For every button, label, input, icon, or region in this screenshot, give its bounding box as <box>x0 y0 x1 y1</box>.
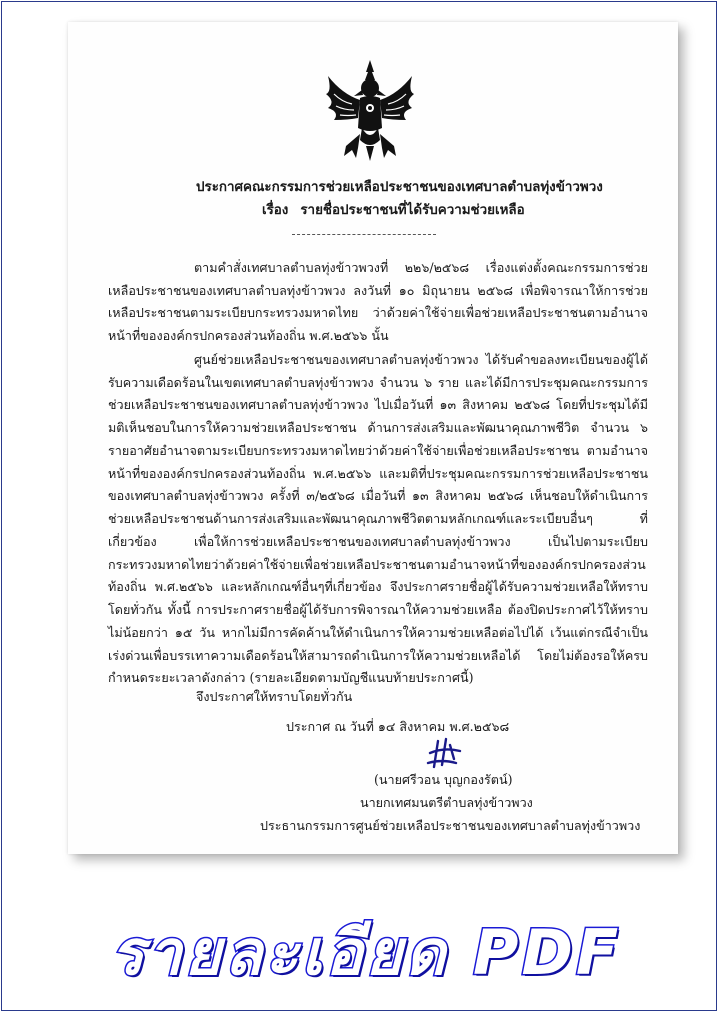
paragraph-text: ศูนย์ช่วยเหลือประชาชนของเทศบาลตำบลทุ่งข้าวพวง ได้รับคำขอลงทะเบียนของผู้ได้รับความเดือดร้อนในเขตเทศบาลตำบลทุ่งข้าวพวง จำนวน ๖ ราย และได้มีการประชุมคณะกรรมการช่วยเหลือประชาชนของเทศบาลตำบลทุ่งข้าวพวง ไปเมื่อวันที่ ๑๓ สิงหาคม ๒๕๖๘ โดยที่ประชุมได้มีมติเห็นชอบในการให้ความช่วยเหลือประชาชน ด้านการส่งเสริมและพัฒนาคุณภาพชีวิต จำนวน ๖ รายอาศัยอำนาจตามระเบียบกระทรวงมหาดไทยว่าด้วยค่าใช้จ่ายเพื่อช่วยเหลือประชาชน ตามอำนาจหน้าที่ขององค์กรปกครองส่วนท้องถิ่น พ.ศ.๒๕๖๖ และมติที่ประชุมคณะกรรมการช่วยเหลือประชาชนของเทศบาลตำบลทุ่งข้าวพวง ครั้งที่ ๓/๒๕๖๘ เมื่อวันที่ ๑๓ สิงหาคม ๒๕๖๘ เห็นชอบให้ดำเนินการช่วยเหลือประชาชนด้านการส่งเสริมและพัฒนาคุณภาพชีวิตตามหลักเกณฑ์และระเบียบอื่นๆ ที่เกี่ยวข้อง <box>108 352 648 549</box>
subject-text: รายชื่อประชาชนที่ได้รับความช่วยเหลือ <box>300 203 525 218</box>
announcement-date: ประกาศ ณ วันที่ ๑๔ สิงหาคม พ.ศ.๒๕๖๘ <box>286 719 510 734</box>
paragraph-text: ตามคำสั่งเทศบาลตำบลทุ่งข้าวพวงที่ ๒๒๖/๒๕๖๘ เรื่องแต่งตั้งคณะกรรมการช่วยเหลือประชาชนของเทศบาลตำบลทุ่งข้าวพวง ลงวันที่ ๑๐ มิถุนายน ๒๕๖๘ เพื่อพิจารณาให้การช่วยเหลือประชาชนตามระเบียบกระทรวงมหาดไทย ว่าด้วยค่าใช้จ่ายเพื่อช่วยเหลือประชาชนตามอำนาจหน้าที่ขององค์กรปกครองส่วนท้องถิ่น พ.ศ.๒๕๖๖ นั้น <box>108 260 648 344</box>
signatory-name: (นายศรีวอน บุญกองรัตน์) <box>374 772 513 787</box>
body-paragraph-1 <box>108 257 648 348</box>
paragraph-text: เพื่อให้การช่วยเหลือประชาชนของเทศบาลตำบลทุ่งข้าวพวง เป็นไปตามระเบียบกระทรวงมหาดไทยว่าด้วยค่าใช้จ่ายเพื่อช่วยเหลือประชาชนตามอำนาจหน้าที่ขององค์กรปกครองส่วนท้องถิ่น พ.ศ.๒๕๖๖ และหลักเกณฑ์อื่นๆที่เกี่ยวข้อง จึงประกาศรายชื่อผู้ได้รับความช่วยเหลือให้ทราบโดยทั่วกัน ทั้งนี้ การประกาศรายชื่อผู้ได้รับการพิจารณาให้ความช่วยเหลือ ต้องปิดประกาศไว้ให้ทราบไม่น้อยกว่า ๑๕ วัน หากไม่มีการคัดค้านให้ดำเนินการให้ความช่วยเหลือต่อไปได้ เว้นแต่กรณีจำเป็นเร่งด่วนเพื่อบรรเทาความเดือดร้อนให้สามารถดำเนินการให้ความช่วยเหลือได้ โดยไม่ต้องรอให้ครบกำหนดระยะเวลาดังกล่าว (รายละเอียดตามบัญชีแนบท้ายประกาศนี้) <box>108 534 648 686</box>
signatory-position: นายกเทศมนตรีตำบลทุ่งข้าวพวง <box>360 795 533 810</box>
signatory-role: ประธานกรรมการศูนย์ช่วยเหลือประชาชนของเทศบาลตำบลทุ่งข้าวพวง <box>260 818 641 833</box>
pdf-details-link[interactable] <box>86 912 646 994</box>
announcement-title: ประกาศคณะกรรมการช่วยเหลือประชาชนของเทศบาลตำบลทุ่งข้าวพวง <box>196 180 603 195</box>
announcement-subject-line <box>262 199 525 220</box>
garuda-emblem-icon <box>322 58 418 162</box>
pdf-details-label: รายละเอียด PDF <box>110 916 622 989</box>
closing-line: จึงประกาศให้ทราบโดยทั่วกัน <box>196 689 353 704</box>
subject-label: เรื่อง <box>262 203 289 218</box>
body-paragraph-2 <box>108 349 648 553</box>
handwritten-signature <box>424 737 464 773</box>
header-divider <box>292 234 436 235</box>
body-paragraph-3 <box>108 531 648 690</box>
